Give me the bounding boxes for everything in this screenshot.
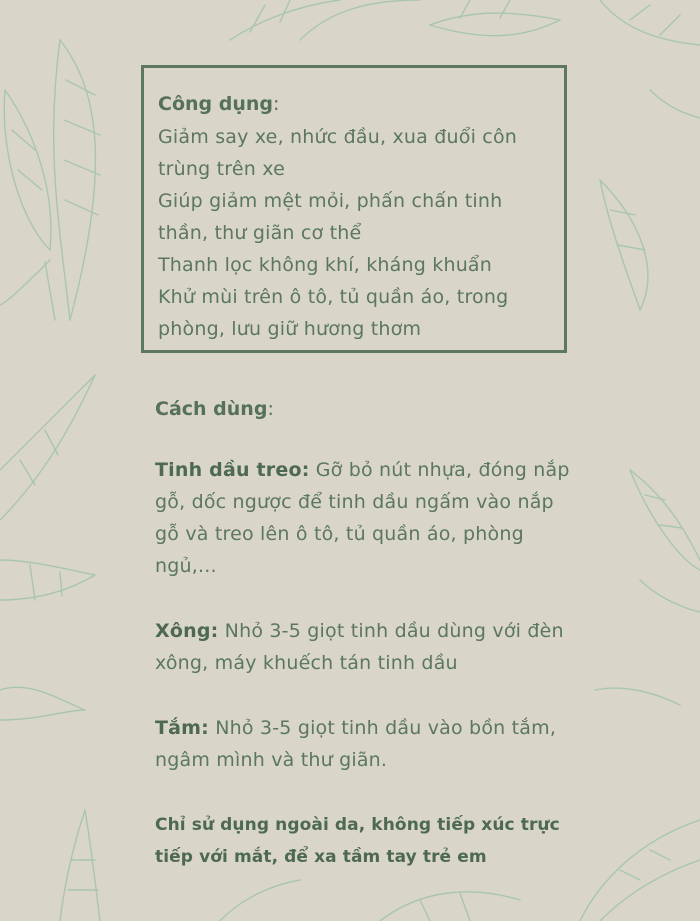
howto-section xyxy=(155,392,575,873)
howto-heading-row xyxy=(155,392,575,427)
usage-heading-row xyxy=(158,90,552,119)
leaf-icon xyxy=(0,375,95,720)
usage-heading-colon: : xyxy=(273,93,280,115)
bath-paragraph xyxy=(155,712,575,776)
leaf-icon xyxy=(595,470,700,705)
leaf-icon xyxy=(600,90,700,310)
diffuse-paragraph xyxy=(155,615,575,679)
hanging-oil-text: Gỡ bỏ nút nhựa, đóng nắp gỗ, dốc ngược để tinh dầu ngấm vào nắp gỗ và treo lên ô tô, tủ quần áo, phòng ngủ,... xyxy=(155,459,570,577)
usage-line: thần, thư giãn cơ thể xyxy=(158,222,362,244)
usage-line: Giảm say xe, nhức đầu, xua đuổi côn xyxy=(158,126,518,148)
usage-box xyxy=(141,65,567,353)
howto-heading: Cách dùng xyxy=(155,398,268,420)
diffuse-label: Xông: xyxy=(155,620,219,642)
diffuse-text: Nhỏ 3-5 giọt tinh dầu dùng với đèn xông, máy khuếch tán tinh dầu xyxy=(155,620,564,674)
leaf-icon xyxy=(230,0,700,45)
usage-line: trùng trên xe xyxy=(158,158,286,180)
usage-line: Khử mùi trên ô tô, tủ quần áo, trong xyxy=(158,286,509,308)
howto-heading-colon: : xyxy=(267,398,274,420)
leaf-icon xyxy=(0,40,100,320)
bath-text: Nhỏ 3-5 giọt tinh dầu vào bồn tắm, ngâm mình và thư giãn. xyxy=(155,717,557,771)
usage-line: phòng, lưu giữ hương thơm xyxy=(158,318,422,340)
usage-line: Thanh lọc không khí, kháng khuẩn xyxy=(158,254,493,276)
hanging-oil-paragraph xyxy=(155,454,575,582)
usage-line: Giúp giảm mệt mỏi, phấn chấn tinh xyxy=(158,190,503,212)
usage-heading: Công dụng xyxy=(158,93,273,115)
hanging-oil-label: Tinh dầu treo: xyxy=(155,459,310,481)
warning-note: Chỉ sử dụng ngoài da, không tiếp xúc trực tiếp với mắt, để xa tầm tay trẻ em xyxy=(155,815,560,867)
bath-label: Tắm: xyxy=(155,717,209,739)
